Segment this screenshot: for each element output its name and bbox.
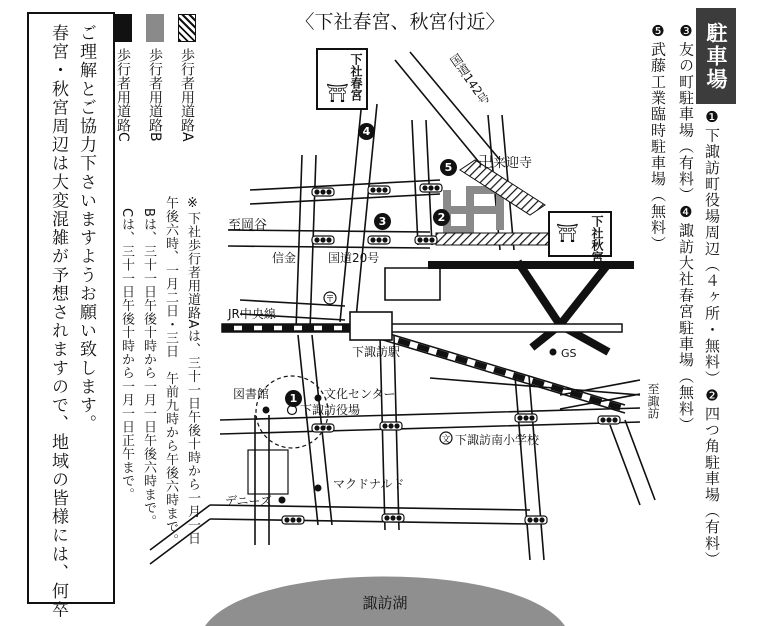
map-title: 〈下社春宮、秋宮付近〉 [295, 11, 505, 33]
road-ns-2 [412, 120, 432, 245]
notice-line-2: ご理解とご協力下さいますようお願い致します。 [76, 24, 96, 434]
culture-center-label: 文化センター [324, 387, 396, 401]
parking-line-1: ❶下諏訪町役場周辺（４ヶ所・無料）❷四つ角駐車場（有料） [703, 108, 721, 568]
building-block [248, 450, 288, 494]
gs-marker [550, 349, 557, 356]
post-office-icon: 〒 [325, 295, 335, 305]
harumiya-label: 下社春宮 [349, 53, 363, 101]
akimiya-label: 下社秋宮 [590, 215, 604, 263]
parking-marker-2: 2 [433, 209, 450, 226]
road-ns-south-east [515, 376, 544, 560]
walkway-b [447, 190, 500, 230]
note-a-1: ※下社歩行者用道路Aは、三十一日午後十時から一月一日 [185, 196, 200, 545]
road-ew-upper [250, 180, 440, 204]
mcdonalds-label: マクドナルド [333, 477, 405, 491]
notice-line-1: 春宮・秋宮周辺は大変混雑が予想されますので、地域の皆様には、何卒 [48, 24, 68, 620]
shinkin-label: 信金 [272, 251, 297, 265]
road-se [610, 420, 655, 505]
school-label: 下諏訪南小学校 [455, 433, 540, 447]
lake-label: 諏訪湖 [362, 594, 408, 612]
note-c: Cは、三十一日午後十時から一月一日正午まで。 [119, 208, 134, 502]
parking-marker-5: 5 [440, 159, 457, 176]
torii-icon: ⛩ [326, 83, 349, 104]
mcdonalds-marker [315, 485, 322, 492]
jr-railway [222, 324, 625, 413]
dennys-marker [279, 497, 286, 504]
dennys-label: デニーズ [225, 494, 272, 508]
route142-label: 国道142号 [446, 51, 493, 108]
road-ew-school [220, 408, 640, 434]
culture-center-marker [315, 395, 322, 402]
parking-marker-1: 1 [285, 390, 302, 407]
path-b-label: 歩行者用道路B [147, 48, 163, 142]
path-c-label: 歩行者用道路C [115, 48, 131, 142]
road-sw [150, 505, 210, 564]
note-b: Bは、三十一日午後十時から一月一日午後六時まで。 [141, 208, 156, 528]
station-label: 下諏訪駅 [352, 345, 401, 359]
harumiya-box [316, 48, 368, 110]
svg-text:文: 文 [441, 435, 451, 445]
torii-icon: ⛩ [556, 223, 579, 244]
manji-icon: 卍 [478, 153, 494, 171]
town-office-label: 下諏訪役場 [300, 403, 361, 417]
akimiya-box [548, 211, 612, 263]
route20-label: 国道20号 [328, 251, 380, 265]
parking-line-3: ❺武藤工業臨時駐車場（無料） [649, 22, 667, 252]
to-okaya-label: 至岡谷 [228, 218, 268, 233]
station-block [385, 268, 440, 300]
to-suwa-label: 至諏訪 [646, 383, 660, 419]
road-ns-west-lower [255, 415, 269, 545]
road-ns-center [380, 336, 399, 530]
library-label: 図書館 [233, 387, 270, 401]
walkway-c [432, 265, 630, 350]
parking-line-2: ❸友の町駐車場（有料）❹諏訪大社春宮駐車場（無料） [677, 22, 695, 433]
parking-marker-4: 4 [358, 123, 375, 140]
path-a-label: 歩行者用道路A [179, 48, 195, 142]
parking-marker-3: 3 [374, 213, 391, 230]
raigoji-label: 来迎寺 [493, 156, 533, 171]
station-building [350, 312, 392, 340]
parking-heading: 駐車場 [696, 8, 736, 104]
note-a-2: 午後六時、一月二日・三日 午前九時から午後六時まで。 [163, 196, 178, 547]
gs-label: GS [561, 347, 577, 360]
jr-line-label: JR中央線 [228, 307, 276, 321]
library-marker [263, 407, 270, 414]
